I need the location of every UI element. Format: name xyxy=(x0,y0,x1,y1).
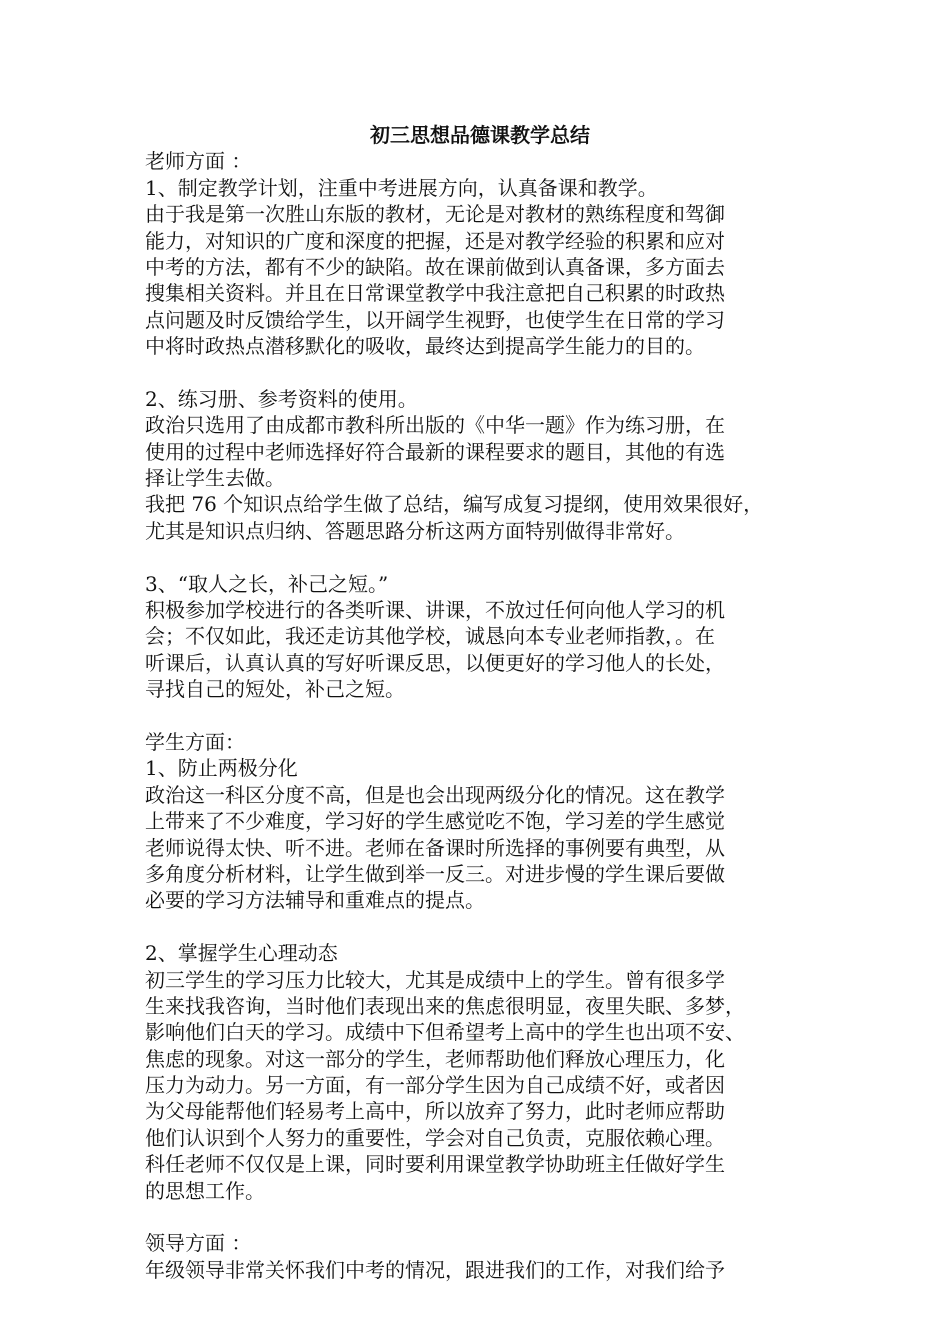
text-line: 多角度分析材料，让学生做到举一反三。对进步慢的学生课后要做 xyxy=(145,861,725,886)
text-line: 政治只选用了由成都市教科所出版的《中华一题》作为练习册，在 xyxy=(145,413,725,438)
text-line: 2、掌握学生心理动态 xyxy=(145,941,338,966)
text-line: 必要的学习方法辅导和重难点的提点。 xyxy=(145,888,485,913)
blank-line xyxy=(145,360,815,386)
text-line: 点问题及时反馈给学生，以开阔学生视野，也使学生在日常的学习 xyxy=(145,307,725,332)
document-title: 初三思想品德课教学总结 xyxy=(370,123,590,147)
text-line: 我把 76 个知识点给学生做了总结，编写成复习提纲，使用效果很好， xyxy=(145,492,764,517)
text-line: 影响他们白天的学习。成绩中下但希望考上高中的学生也出项不安、 xyxy=(145,1020,745,1045)
text-line: 生来找我咨询，当时他们表现出来的焦虑很明显，夜里失眠、多梦， xyxy=(145,993,745,1018)
text-line: 寻找自己的短处，补己之短。 xyxy=(145,677,405,702)
text-line: 科任老师不仅仅是上课，同时要利用课堂教学协助班主任做好学生 xyxy=(145,1152,725,1177)
text-line: 3、“取人之长，补己之短。” xyxy=(145,571,389,596)
text-line: 年级领导非常关怀我们中考的情况，跟进我们的工作，对我们给予 xyxy=(145,1257,725,1282)
text-line: 尤其是知识点归纳、答题思路分析这两方面特别做得非常好。 xyxy=(145,518,685,543)
text-line: 使用的过程中老师选择好符合最新的课程要求的题目，其他的有选 xyxy=(145,439,725,464)
text-line: 积极参加学校进行的各类听课、讲课，不放过任何向他人学习的机 xyxy=(145,598,725,623)
text-line: 会；不仅如此，我还走访其他学校，诚恳向本专业老师指教，。在 xyxy=(145,624,715,649)
text-line: 政治这一科区分度不高，但是也会出现两级分化的情况。这在教学 xyxy=(145,782,725,807)
text-line: 中考的方法，都有不少的缺陷。故在课前做到认真备课，多方面去 xyxy=(145,254,725,279)
text-line: 中将时政热点潜移默化的吸收，最终达到提高学生能力的目的。 xyxy=(145,334,705,359)
blank-line xyxy=(145,914,815,940)
document-body xyxy=(145,122,815,1283)
text-line: 老师方面 ： xyxy=(145,149,252,174)
text-line: 压力为动力。另一方面，有一部分学生因为自己成绩不好，或者因 xyxy=(145,1073,725,1098)
text-line: 为父母能帮他们轻易考上高中，所以放弃了努力，此时老师应帮助 xyxy=(145,1099,725,1124)
text-line: 搜集相关资料。并且在日常课堂教学中我注意把自己积累的时政热 xyxy=(145,281,725,306)
text-line: 领导方面 ： xyxy=(145,1231,252,1256)
text-line: 学生方面： xyxy=(145,730,245,754)
blank-line xyxy=(145,703,815,729)
text-line: 焦虑的现象。对这一部分的学生，老师帮助他们释放心理压力，化 xyxy=(145,1046,725,1071)
text-line: 1、制定教学计划，注重中考进展方向，认真备课和教学。 xyxy=(145,175,658,200)
text-line: 择让学生去做。 xyxy=(145,466,285,491)
document-text xyxy=(145,148,815,1283)
text-line: 2、练习册、参考资料的使用。 xyxy=(145,386,418,411)
text-line: 由于我是第一次胜山东版的教材，无论是对教材的熟练程度和驾御 xyxy=(145,202,725,227)
text-line: 1、防止两极分化 xyxy=(145,756,298,781)
text-line: 老师说得太快、听不进。老师在备课时所选择的事例要有典型，从 xyxy=(145,835,725,860)
text-line: 他们认识到个人努力的重要性，学会对自己负责，克服依赖心理。 xyxy=(145,1125,725,1150)
blank-line xyxy=(145,1204,815,1230)
text-line: 初三学生的学习压力比较大，尤其是成绩中上的学生。曾有很多学 xyxy=(145,967,725,992)
text-line: 的思想工作。 xyxy=(145,1178,265,1203)
text-line: 上带来了不少难度，学习好的学生感觉吃不饱，学习差的学生感觉 xyxy=(145,809,725,834)
text-line: 听课后，认真认真的写好听课反思，以便更好的学习他人的长处， xyxy=(145,650,725,675)
text-line: 能力，对知识的广度和深度的把握，还是对教学经验的积累和应对 xyxy=(145,228,725,253)
blank-line xyxy=(145,544,815,570)
